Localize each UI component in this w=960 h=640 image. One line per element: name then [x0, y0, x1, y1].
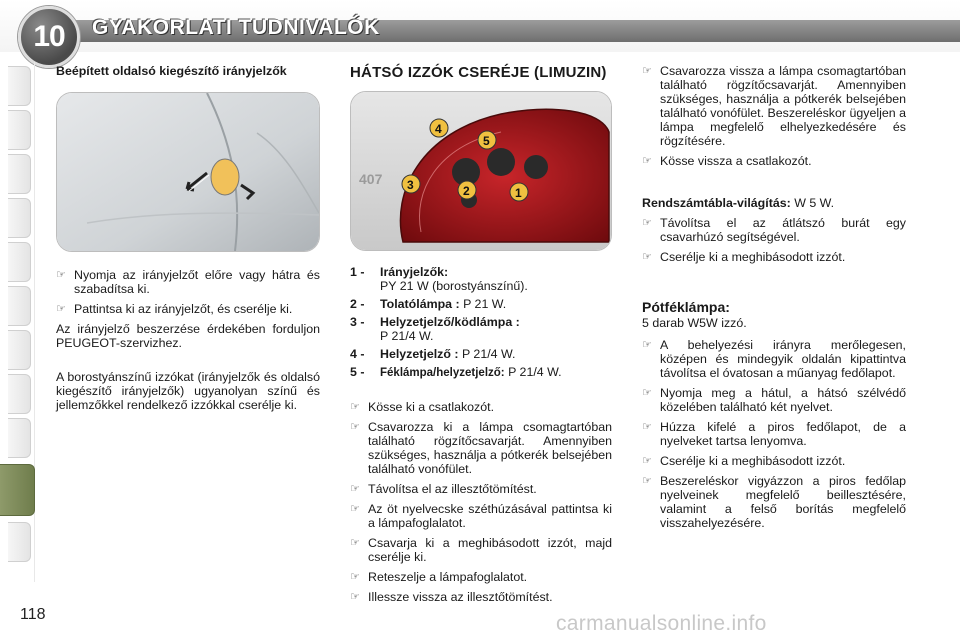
pointing-hand-icon: ☞: [642, 475, 652, 487]
pointing-hand-icon: ☞: [642, 339, 652, 351]
watermark: carmanualsonline.info: [556, 612, 767, 635]
chapter-tab[interactable]: [8, 522, 31, 562]
lamp-marker-5: 5: [483, 134, 490, 148]
list-item: ☞ Nyomja az irányjelzőt előre vagy hátra és szabadítsa ki.: [56, 268, 320, 296]
list-item: ☞ Távolítsa el az átlátszó burát egy csavarhúzó segítségével.: [642, 216, 906, 244]
bulb-spec-item: 2 - Tolatólámpa : P 21 W.: [350, 297, 507, 311]
list-item: ☞ Cserélje ki a meghibásodott izzót.: [642, 454, 846, 468]
chapter-tab[interactable]: [8, 330, 31, 370]
pointing-hand-icon: ☞: [350, 537, 360, 549]
pointing-hand-icon: ☞: [350, 503, 360, 515]
chapter-tab-active[interactable]: [0, 464, 35, 516]
list-item: ☞ Reteszelje a lámpafoglalatot.: [350, 570, 528, 584]
rear-lamp-illustration: [351, 92, 611, 250]
brake-light-spec: 5 darab W5W izzó.: [642, 316, 747, 330]
list-item: ☞ Nyomja meg a hátul, a hátsó szélvédő közelében található két nyelvet.: [642, 386, 906, 414]
bulb-spec-list: [350, 265, 612, 380]
chapter-tab[interactable]: [8, 66, 31, 106]
lamp-marker-3: 3: [407, 178, 414, 192]
list-item: ☞ Cserélje ki a meghibásodott izzót.: [642, 250, 846, 264]
bulb-spec-item: 5 - Féklámpa/helyzetjelző: P 21/4 W.: [350, 365, 562, 379]
pointing-hand-icon: ☞: [350, 401, 360, 413]
pointing-hand-icon: ☞: [350, 591, 360, 603]
pointing-hand-icon: ☞: [642, 251, 652, 263]
list-item: ☞ Csavarja ki a meghibásodott izzót, majd cserélje ki.: [350, 536, 612, 564]
info-paragraph: Az irányjelző beszerzése érdekében forduljon PEUGEOT-szervizhez.: [56, 322, 320, 350]
chapter-tab-strip: [0, 62, 34, 582]
list-item: ☞ Illessze vissza az illesztőtömítést.: [350, 590, 553, 604]
lamp-marker-2: 2: [463, 184, 470, 198]
list-item: ☞ Távolítsa el az illesztőtömítést.: [350, 482, 537, 496]
rear-lamp-photo: [350, 91, 612, 251]
chapter-tab[interactable]: [8, 110, 31, 150]
pointing-hand-icon: ☞: [350, 483, 360, 495]
bulb-spec-item: 3 - Helyzetjelző/ködlámpa : P 21/4 W.: [350, 315, 520, 343]
list-item: ☞ Beszereléskor vigyázzon a piros fedőlap nyelveinek megfelelő beillesztésére, valamint a felső borítás megfelelő visszahelyezésére.: [642, 474, 906, 530]
pointing-hand-icon: ☞: [642, 387, 652, 399]
pointing-hand-icon: ☞: [642, 217, 652, 229]
chapter-tab[interactable]: [8, 154, 31, 194]
pointing-hand-icon: ☞: [642, 155, 652, 167]
side-indicator-heading: Beépített oldalsó kiegészítő irányjelzők: [56, 64, 287, 78]
chapter-tab[interactable]: [8, 374, 31, 414]
side-indicator-illustration: [57, 93, 319, 251]
side-indicator-photo: [56, 92, 320, 252]
list-item: ☞ Kösse ki a csatlakozót.: [350, 400, 495, 414]
chapter-tab[interactable]: [8, 418, 31, 458]
pointing-hand-icon: ☞: [642, 421, 652, 433]
info-paragraph: A borostyánszínű izzókat (irányjelzők és oldalsó kiegészítő irányjelzők) ugyanolyan színű és jellemzőkkel rendelkező izzókkal cserélje ki.: [56, 370, 320, 412]
list-item: ☞ Húzza kifelé a piros fedőlapot, de a nyelveket tartsa lenyomva.: [642, 420, 906, 448]
pointing-hand-icon: ☞: [642, 65, 652, 77]
list-item: ☞ Csavarozza ki a lámpa csomagtartóban található rögzítőcsavarját. Amennyiben szükséges, használja a pótkerék belsejében található vonófület.: [350, 420, 612, 476]
lamp-marker-1: 1: [515, 186, 522, 200]
column-rear-lamps: [350, 64, 612, 610]
chapter-number-badge: 10: [18, 6, 80, 68]
page-title: GYAKORLATI TUDNIVALÓK: [92, 16, 380, 39]
column-plate-and-brake: [642, 64, 906, 536]
page-header: [0, 0, 960, 52]
page-number: 118: [20, 606, 46, 623]
chapter-tab[interactable]: [8, 242, 31, 282]
bulb-spec-item: 4 - Helyzetjelző : P 21/4 W.: [350, 347, 516, 361]
car-badge: 407: [359, 171, 383, 187]
list-item: ☞ A behelyezési irányra merőlegesen, középen és mindegyik oldalán kipattintva távolítsa el óvatosan a műanyag fedőlapot.: [642, 338, 906, 380]
brake-light-heading: Pótféklámpa:: [642, 299, 730, 315]
list-item: ☞ Kösse vissza a csatlakozót.: [642, 154, 812, 168]
pointing-hand-icon: ☞: [56, 269, 66, 281]
section-title: HÁTSÓ IZZÓK CSERÉJE (LIMUZIN): [350, 64, 607, 81]
list-item: ☞ Csavarozza vissza a lámpa csomagtartóban található rögzítőcsavarját. Amennyiben szükséges, használja a pótkerék belsejében található vonófület. Beszereléskor ügyeljen a lámpa megfelelő elhelyezkedésére és rögzítésére.: [642, 64, 906, 148]
list-item: ☞ Pattintsa ki az irányjelzőt, és cserélje ki.: [56, 302, 293, 316]
chapter-tab[interactable]: [8, 286, 31, 326]
pointing-hand-icon: ☞: [56, 303, 66, 315]
pointing-hand-icon: ☞: [350, 571, 360, 583]
pointing-hand-icon: ☞: [350, 421, 360, 433]
chapter-tab[interactable]: [8, 198, 31, 238]
lamp-marker-4: 4: [435, 122, 442, 136]
column-side-indicators: [56, 64, 320, 418]
bulb-spec-item: 1 - Irányjelzők: PY 21 W (borostyánszínű).: [350, 265, 528, 293]
list-item: ☞ Az öt nyelvecske széthúzásával pattintsa ki a lámpafoglalatot.: [350, 502, 612, 530]
pointing-hand-icon: ☞: [642, 455, 652, 467]
plate-light-spec: Rendszámtábla-világítás: W 5 W.: [642, 196, 835, 210]
